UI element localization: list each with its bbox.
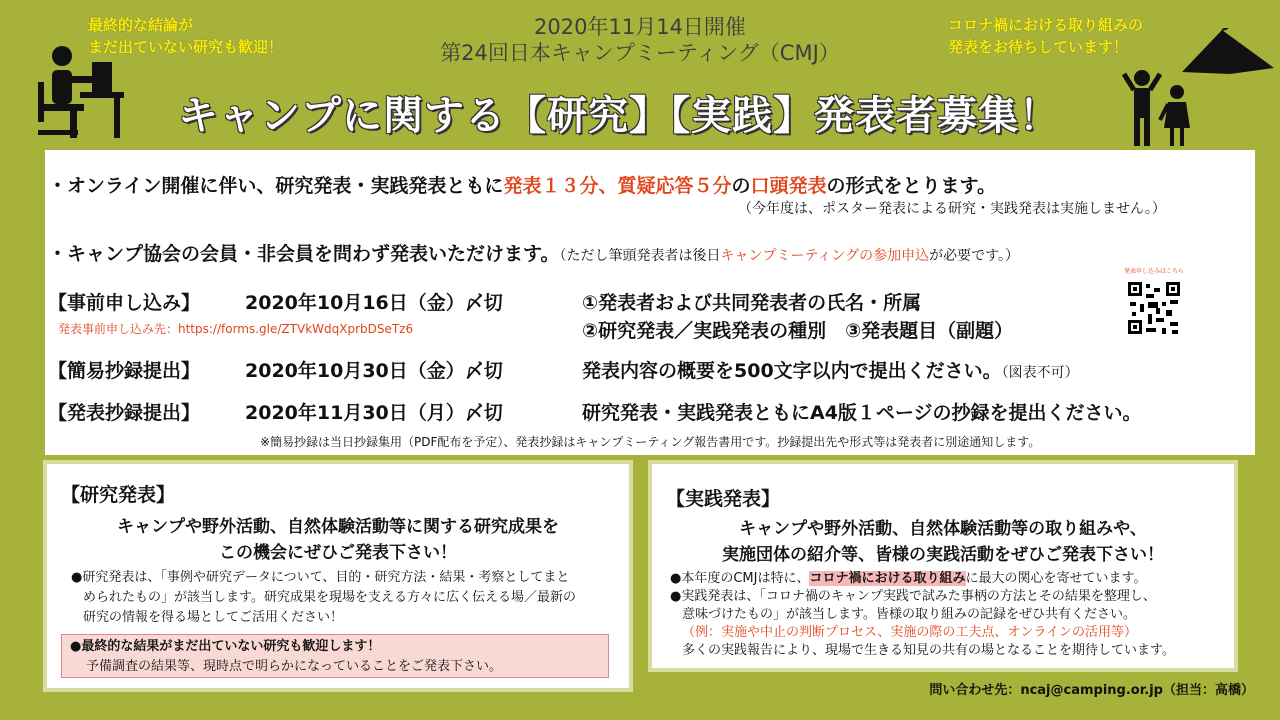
membership-statement: ・キャンプ協会の会員・非会員を問わず発表いただけます。 bbox=[48, 243, 560, 265]
practice-body-line3: 意味づけたもの」が該当します。皆様の取り組みの記録をぜひ共有ください。 bbox=[682, 607, 1136, 622]
schedule-label-full-abstract: 【発表抄録提出】 bbox=[48, 402, 201, 424]
registration-note-a: （ただし筆頭発表者は後日 bbox=[559, 248, 721, 264]
schedule-desc-full-abstract: 研究発表・実践発表ともにA4版１ページの抄録を提出ください。 bbox=[582, 402, 1142, 424]
qr-code-block[interactable] bbox=[1112, 266, 1196, 350]
schedule-desc-preregistration-2: ②研究発表／実践発表の種別 ③発表題目（副題） bbox=[582, 320, 1014, 342]
research-welcome-note bbox=[61, 634, 609, 678]
practice-closing: 多くの実践報告により、現場で生きる知見の共有の場となることを期待しています。 bbox=[682, 643, 1175, 658]
practice-lead-line2: 実施団体の紹介等、皆様の実践活動をぜひご発表下さい！ bbox=[722, 545, 1164, 565]
practice-body-line2: ●実践発表は、「コロナ禍のキャンプ実践で試みた事柄の方法とその結果を整理し、 bbox=[670, 589, 1156, 604]
schedule-deadline-full-abstract: 2020年11月30日（月）〆切 bbox=[245, 402, 503, 424]
qr-code-icon bbox=[1126, 280, 1182, 336]
contact-info[interactable]: 問い合わせ先：ncaj@camping.or.jp（担当：高橋） bbox=[929, 683, 1254, 698]
oral-presentation-highlight: 口頭発表 bbox=[750, 175, 827, 197]
schedule-deadline-preregistration: 2020年10月16日（金）〆切 bbox=[245, 292, 503, 314]
right-note-line2: 発表をお待ちしています！ bbox=[948, 38, 1129, 56]
research-body-line3: 研究の情報を得る場としてご活用ください！ bbox=[83, 610, 344, 625]
practice-lead bbox=[652, 516, 1234, 568]
qr-caption: 発表申し込みはこちら bbox=[1123, 268, 1184, 275]
schedule-desc-preregistration: ①発表者および共同発表者の氏名・所属 bbox=[582, 292, 922, 314]
covid-highlight: コロナ禍における取り組み bbox=[809, 571, 966, 586]
practice-focus-line bbox=[670, 570, 1175, 588]
research-body bbox=[71, 568, 576, 628]
practice-example: （例：実施や中止の判断プロセス、実施の際の工夫点、オンラインの活用等） bbox=[682, 625, 1138, 640]
schedule-deadline-short-abstract: 2020年10月30日（金）〆切 bbox=[245, 360, 503, 382]
schedule-desc-short-abstract bbox=[582, 356, 1079, 383]
practice-heading: 【実践発表】 bbox=[666, 488, 781, 510]
left-note-line1: 最終的な結論が bbox=[88, 16, 194, 34]
event-subtitle bbox=[390, 14, 890, 66]
intro-line1-connector: の bbox=[731, 175, 751, 197]
presentation-time-highlight: 発表１３分、質疑応答５分 bbox=[503, 175, 732, 197]
research-lead bbox=[47, 514, 629, 566]
practice-box bbox=[648, 460, 1238, 672]
schedule-label-short-abstract: 【簡易抄録提出】 bbox=[48, 360, 201, 382]
research-lead-line1: キャンプや野外活動、自然体験活動等に関する研究成果を bbox=[117, 517, 559, 537]
research-body-line1: ●研究発表は、「事例や研究データについて、目的・研究方法・結果・考察としてまと bbox=[71, 570, 570, 585]
short-abstract-note: （図表不可） bbox=[1001, 365, 1079, 381]
schedule-label-preregistration: 【事前申し込み】 bbox=[48, 292, 201, 314]
practice-focus-pre: ●本年度のCMJは特に、 bbox=[670, 571, 810, 586]
research-body-line2: められたもの」が該当します。研究成果を現場を支える方々に広く伝える場／最新の bbox=[83, 590, 576, 605]
left-note-line2: まだ出ていない研究も歓迎！ bbox=[88, 38, 284, 56]
research-lead-line2: この機会にぜひご発表下さい！ bbox=[219, 543, 457, 563]
research-welcome-line2: 予備調査の結果等、現時点で明らかになっていることをご発表下さい。 bbox=[86, 659, 503, 674]
intro-line2 bbox=[48, 239, 1019, 266]
tent-family-icon bbox=[1122, 28, 1277, 150]
right-promo-note bbox=[948, 14, 1143, 58]
event-name: 第24回日本キャンプミーティング（CMJ） bbox=[440, 41, 840, 65]
registration-note-b: が必要です。） bbox=[929, 248, 1019, 264]
poster-note: （今年度は、ポスター発表による研究・実践発表は実施しません。） bbox=[738, 201, 1166, 217]
practice-focus-post: に最大の関心を寄せています。 bbox=[965, 571, 1147, 586]
page-title: キャンプに関する【研究】【実践】発表者募集！ bbox=[178, 93, 1060, 139]
abstract-footnote: ※簡易抄録は当日抄録集用（PDF配布を予定）、発表抄録はキャンプミーティング報告書用です。抄録提出先や形式等は発表者に別途通知します。 bbox=[260, 435, 1041, 449]
event-date: 2020年11月14日開催 bbox=[534, 15, 746, 39]
registration-note-highlight: キャンプミーティングの参加申込 bbox=[720, 248, 930, 264]
right-note-line1: コロナ禍における取り組みの bbox=[948, 16, 1144, 34]
research-welcome-line1: ●最終的な結果がまだ出ていない研究も歓迎します！ bbox=[70, 639, 381, 654]
short-abstract-desc: 発表内容の概要を500文字以内で提出ください。 bbox=[582, 360, 1002, 382]
apply-url-link[interactable]: 発表事前申し込み先：https://forms.gle/ZTVkWdqXprbDSeTz6 bbox=[58, 322, 414, 336]
research-heading: 【研究発表】 bbox=[61, 484, 176, 506]
practice-body bbox=[670, 570, 1175, 660]
practice-lead-line1: キャンプや野外活動、自然体験活動等の取り組みや、 bbox=[739, 519, 1147, 539]
intro-line1 bbox=[48, 171, 996, 198]
person-at-desk-icon bbox=[30, 42, 130, 142]
research-box bbox=[43, 460, 633, 692]
intro-line1-suffix: の形式をとります。 bbox=[826, 175, 996, 197]
intro-line1-text: ・オンライン開催に伴い、研究発表・実践発表ともに bbox=[48, 175, 504, 197]
